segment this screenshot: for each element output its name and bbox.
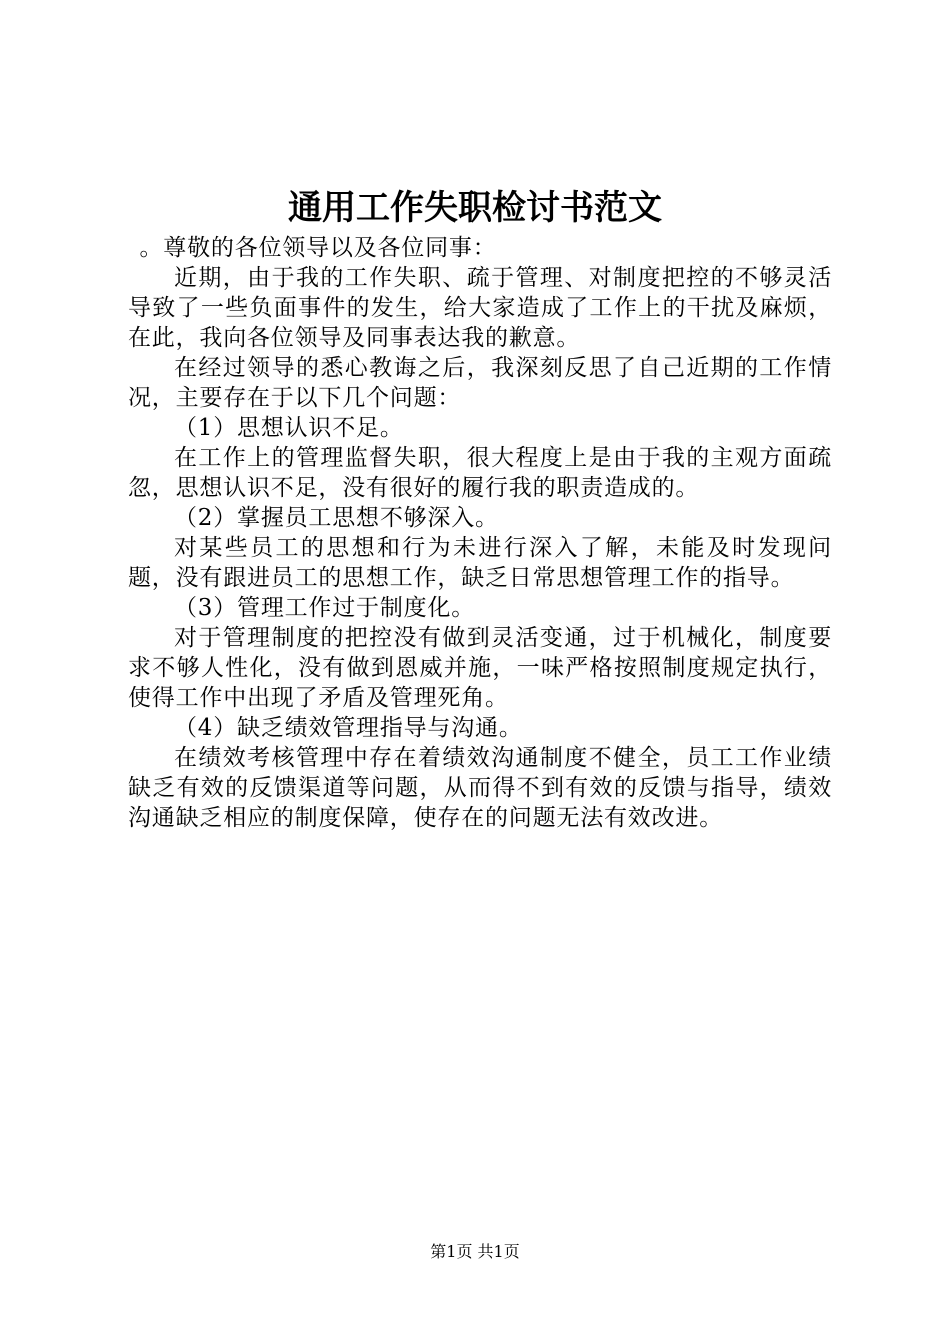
document-body bbox=[128, 233, 832, 833]
issue-text-3: 对于管理制度的把控没有做到灵活变通，过于机械化，制度要求不够人性化，没有做到恩威并施，一味严格按照制度规定执行，使得工作中出现了矛盾及管理死角。 bbox=[128, 625, 832, 711]
issue-text-4: 在绩效考核管理中存在着绩效沟通制度不健全，员工工作业绩缺乏有效的反馈渠道等问题，从而得不到有效的反馈与指导，绩效沟通缺乏相应的制度保障，使存在的问题无法有效改进。 bbox=[128, 745, 832, 831]
issue-heading-4: （4）缺乏绩效管理指导与沟通。 bbox=[174, 715, 523, 741]
issue-text-1: 在工作上的管理监督失职，很大程度上是由于我的主观方面疏忽，思想认识不足，没有很好的履行我的职责造成的。 bbox=[128, 445, 832, 501]
document-title: 通用工作失职检讨书范文 bbox=[288, 188, 662, 228]
paragraph-intro: 近期，由于我的工作失职、疏于管理、对制度把控的不够灵活导致了一些负面事件的发生，给大家造成了工作上的干扰及麻烦，在此，我向各位领导及同事表达我的歉意。 bbox=[128, 265, 832, 351]
paragraph-reflection: 在经过领导的悉心教诲之后，我深刻反思了自己近期的工作情况，主要存在于以下几个问题： bbox=[128, 355, 832, 411]
issue-text-2: 对某些员工的思想和行为未进行深入了解，未能及时发现问题，没有跟进员工的思想工作，缺乏日常思想管理工作的指导。 bbox=[128, 535, 832, 591]
issue-heading-2: （2）掌握员工思想不够深入。 bbox=[174, 505, 499, 531]
salutation: 。尊敬的各位领导以及各位同事： bbox=[139, 235, 497, 261]
issue-heading-1: （1）思想认识不足。 bbox=[174, 415, 404, 441]
page-number-footer: 第1页 共1页 bbox=[430, 1242, 520, 1261]
issue-heading-3: （3）管理工作过于制度化。 bbox=[174, 595, 476, 621]
